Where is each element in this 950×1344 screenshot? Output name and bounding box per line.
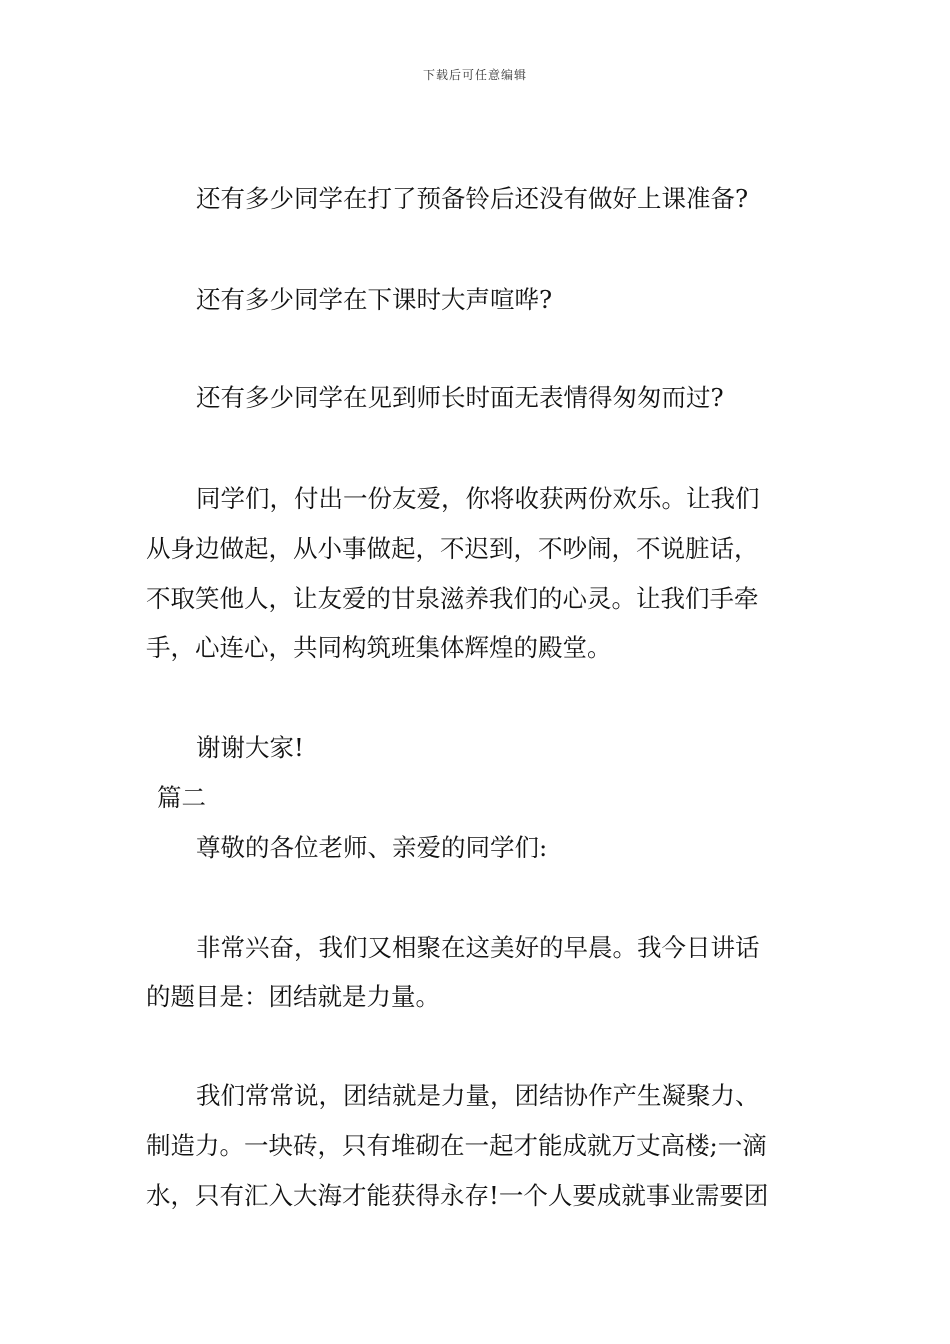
text-line: 手，心连心，共同构筑班集体辉煌的殿堂。 bbox=[146, 633, 612, 662]
text-line: 尊敬的各位老师、亲爱的同学们: bbox=[196, 833, 548, 862]
text-line: 还有多少同学在见到师长时面无表情得匆匆而过? bbox=[196, 383, 724, 412]
text-line: 从身边做起，从小事做起，不迟到，不吵闹，不说脏话， bbox=[146, 534, 759, 563]
text-line: 的题目是：团结就是力量。 bbox=[146, 982, 440, 1011]
text-line: 还有多少同学在下课时大声喧哗? bbox=[196, 285, 553, 314]
text-line: 谢谢大家! bbox=[196, 733, 304, 762]
text-line: 非常兴奋，我们又相聚在这美好的早晨。我今日讲话 bbox=[196, 933, 760, 962]
section-heading: 篇二 bbox=[157, 783, 206, 812]
text-line: 水，只有汇入大海才能获得永存!一个人要成就事业需要团 bbox=[146, 1181, 769, 1210]
text-line: 同学们，付出一份友爱，你将收获两份欢乐。让我们 bbox=[196, 484, 760, 513]
page-header-note: 下载后可任意编辑 bbox=[422, 68, 527, 82]
text-line: 不取笑他人，让友爱的甘泉滋养我们的心灵。让我们手牵 bbox=[146, 584, 759, 613]
text-line: 还有多少同学在打了预备铃后还没有做好上课准备? bbox=[196, 184, 749, 213]
text-line: 制造力。一块砖，只有堆砌在一起才能成就万丈高楼;一滴 bbox=[146, 1131, 767, 1160]
text-line: 我们常常说，团结就是力量，团结协作产生凝聚力、 bbox=[196, 1081, 760, 1110]
